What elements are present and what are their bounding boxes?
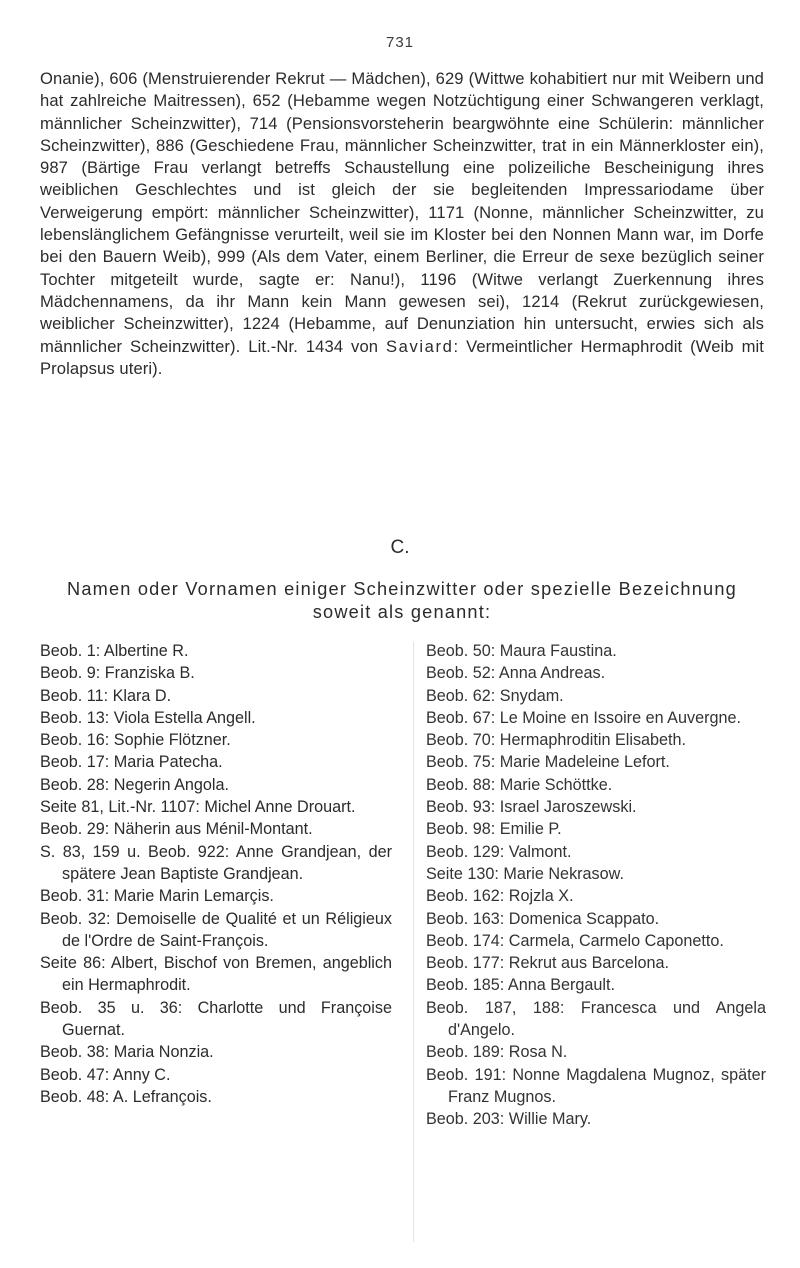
list-item: Seite 81, Lit.-Nr. 1107: Michel Anne Drouart. <box>40 798 356 817</box>
list-item: Beob. 11: Klara D. <box>40 686 172 705</box>
right-entry-list <box>426 640 766 1131</box>
list-item: Beob. 52: Anna Andreas. <box>426 664 606 683</box>
list-item: Beob. 98: Emilie P. <box>426 820 562 839</box>
list-item: Beob. 16: Sophie Flötzner. <box>40 731 231 750</box>
list-item: Beob. 162: Rojzla X. <box>426 887 574 906</box>
list-item: Beob. 13: Viola Estella Angell. <box>40 708 256 727</box>
list-item: Beob. 1: Albertine R. <box>40 642 189 660</box>
list-item: Beob. 17: Maria Patecha. <box>40 753 223 772</box>
page-number: 731 <box>385 34 415 51</box>
list-item: Beob. 70: Hermaphroditin Elisabeth. <box>426 731 687 750</box>
list-item: Beob. 62: Snydam. <box>426 686 564 705</box>
list-item: Beob. 67: Le Moine en Issoire en Auvergne. <box>426 708 741 727</box>
list-item: Beob. 32: Demoiselle de Qualité et un Réligieux de l'Ordre de Saint-François. <box>40 909 392 950</box>
list-item: Beob. 177: Rekrut aus Barcelona. <box>426 954 669 973</box>
list-item: Beob. 48: A. Lefrançois. <box>40 1087 212 1106</box>
list-item: Beob. 187, 188: Francesca und Angela d'Angelo. <box>426 998 766 1040</box>
column-divider <box>413 642 414 1242</box>
list-item: Beob. 88: Marie Schöttke. <box>426 775 613 794</box>
intro-text-part-1: Onanie), 606 (Menstruierender Rekrut — Mädchen), 629 (Wittwe kohabitiert nur mit Weibern und hat zahlreiche Maitressen), 652 (Hebamme wegen Notzüchtigung einer Schwangeren verklagt, männlicher Scheinzwitter), 714 (Pensionsvorsteherin beargwöhnte eine Schülerin: männlicher Scheinzwitter), 886 (Geschiedene Frau, männlicher Scheinzwitter, trat in ein Männerkloster ein), 987 (Bärtige Frau verlangt betreffs Schaustellung eine polizeiliche Bescheinigung ihres weiblichen Geschlechtes und ist gleich der sie begleitenden Impressariodame über Verweigerung empört: männlicher Scheinzwitter), 1171 (Nonne, männlicher Scheinzwitter, zu lebenslänglichem Gefängnisse verurteilt, weil sie im Kloster bei den Nonnen Mann war, im Dorfe bei den Bauern Weib), 999 (Als dem Vater, einem Berliner, die Erreur de sexe bezüglich seiner Tochter mitgeteilt wurde, sagte er: Nanu!), 1196 (Witwe verlangt Zuerkennung ihres Mädchennamens, da ihr Mann kein Mann gewesen sei), 1214 (Rekrut zurückgewiesen, weiblicher Scheinzwitter), 1224 (Hebamme, auf Denunziation hin untersucht, erwies sich als männlicher Scheinzwitter). Lit.-Nr. 1434 von <box>40 69 764 356</box>
intro-paragraph <box>40 68 764 380</box>
list-item: Beob. 185: Anna Bergault. <box>426 976 616 995</box>
intro-author-name: Saviard <box>386 336 454 356</box>
list-item: Beob. 203: Willie Mary. <box>426 1110 592 1129</box>
list-item: Beob. 174: Carmela, Carmelo Caponetto. <box>426 931 724 950</box>
list-item: Seite 86: Albert, Bischof von Bremen, angeblich ein Hermaphrodit. <box>40 954 392 995</box>
list-item: Beob. 28: Negerin Angola. <box>40 775 229 794</box>
list-item: Beob. 129: Valmont. <box>426 842 572 861</box>
left-entry-list <box>40 640 392 1108</box>
list-item: Beob. 191: Nonne Magdalena Mugnoz, später Franz Mugnos. <box>426 1065 766 1106</box>
list-item: Seite 130: Marie Nekrasow. <box>426 864 624 883</box>
section-heading: Namen oder Vornamen einiger Scheinzwitter oder spezielle Bezeichnung soweit als genannt: <box>66 579 737 622</box>
list-item: Beob. 50: Maura Faustina. <box>426 642 617 660</box>
list-item: Beob. 35 u. 36: Charlotte und Françoise Guernat. <box>40 998 392 1040</box>
list-item: Beob. 47: Anny C. <box>40 1065 171 1084</box>
list-item: Beob. 163: Domenica Scappato. <box>426 909 660 928</box>
list-item: Beob. 93: Israel Jaroszewski. <box>426 798 637 817</box>
intro-text-part-2: : Vermeintlicher Hermaphrodit (Weib mit Prolapsus uteri). <box>40 336 764 378</box>
list-item: Beob. 75: Marie Madeleine Lefort. <box>426 753 670 772</box>
list-item: Beob. 31: Marie Marin Lemarçis. <box>40 887 274 906</box>
list-item: S. 83, 159 u. Beob. 922: Anne Grandjean, der spätere Jean Baptiste Grandjean. <box>40 842 392 883</box>
list-item: Beob. 9: Franziska B. <box>40 664 195 683</box>
list-item: Beob. 189: Rosa N. <box>426 1043 568 1062</box>
list-item: Beob. 29: Näherin aus Ménil-Montant. <box>40 820 313 839</box>
section-letter: C. <box>390 537 410 558</box>
list-item: Beob. 38: Maria Nonzia. <box>40 1043 214 1062</box>
